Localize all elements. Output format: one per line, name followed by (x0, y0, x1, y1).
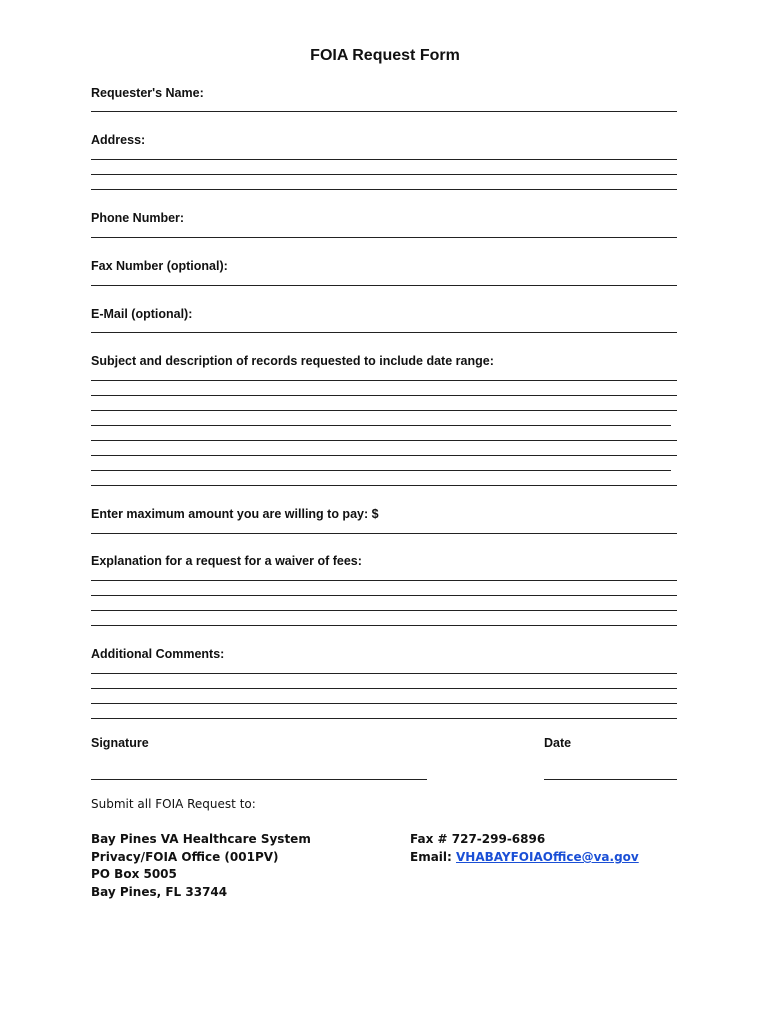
waiver-line-4[interactable] (91, 625, 677, 626)
address-line-2[interactable] (91, 174, 677, 175)
comments-line-1[interactable] (91, 673, 677, 674)
waiver-label: Explanation for a request for a waiver of fees: (91, 554, 362, 568)
submit-address-line: Privacy/FOIA Office (001PV) (91, 850, 279, 864)
form-title: FOIA Request Form (310, 47, 460, 64)
submit-intro: Submit all FOIA Request to: (91, 797, 256, 811)
address-line-3[interactable] (91, 189, 677, 190)
comments-label: Additional Comments: (91, 647, 225, 661)
comments-line-2[interactable] (91, 688, 677, 689)
phone-line[interactable] (91, 237, 677, 238)
date-label: Date (544, 736, 572, 750)
subject-line-6[interactable] (91, 455, 677, 456)
submit-email-row (410, 850, 639, 864)
fax-line[interactable] (91, 285, 677, 286)
waiver-line-3[interactable] (91, 610, 677, 611)
fax-label: Fax Number (optional): (91, 259, 228, 273)
submit-address-line: Bay Pines, FL 33744 (91, 885, 228, 899)
subject-line-2[interactable] (91, 395, 677, 396)
requester-name-label: Requester's Name: (91, 86, 204, 100)
date-line[interactable] (544, 779, 677, 780)
requester-name-line[interactable] (91, 111, 677, 112)
submit-address-line: Bay Pines VA Healthcare System (91, 832, 311, 846)
subject-line-8[interactable] (91, 485, 677, 486)
submit-address-line: PO Box 5005 (91, 867, 177, 881)
subject-label: Subject and description of records requested to include date range: (91, 354, 494, 368)
email-label: E-Mail (optional): (91, 307, 193, 321)
subject-line-1[interactable] (91, 380, 677, 381)
subject-line-4[interactable] (91, 425, 671, 426)
comments-line-4[interactable] (91, 718, 677, 719)
waiver-line-2[interactable] (91, 595, 677, 596)
signature-label: Signature (91, 736, 149, 750)
comments-line-3[interactable] (91, 703, 677, 704)
submit-fax: Fax # 727-299-6896 (410, 832, 546, 846)
max-amount-line[interactable] (91, 533, 677, 534)
email-prefix: Email: (410, 850, 457, 864)
subject-line-7[interactable] (91, 470, 671, 471)
subject-line-5[interactable] (91, 440, 677, 441)
waiver-line-1[interactable] (91, 580, 677, 581)
address-line-1[interactable] (91, 159, 677, 160)
max-amount-label: Enter maximum amount you are willing to pay: $ (91, 507, 379, 521)
email-link[interactable]: VHABAYFOIAOffice@va.gov (456, 850, 639, 864)
subject-line-3[interactable] (91, 410, 677, 411)
address-label: Address: (91, 133, 146, 147)
phone-label: Phone Number: (91, 211, 185, 225)
email-line[interactable] (91, 332, 677, 333)
signature-line[interactable] (91, 779, 427, 780)
